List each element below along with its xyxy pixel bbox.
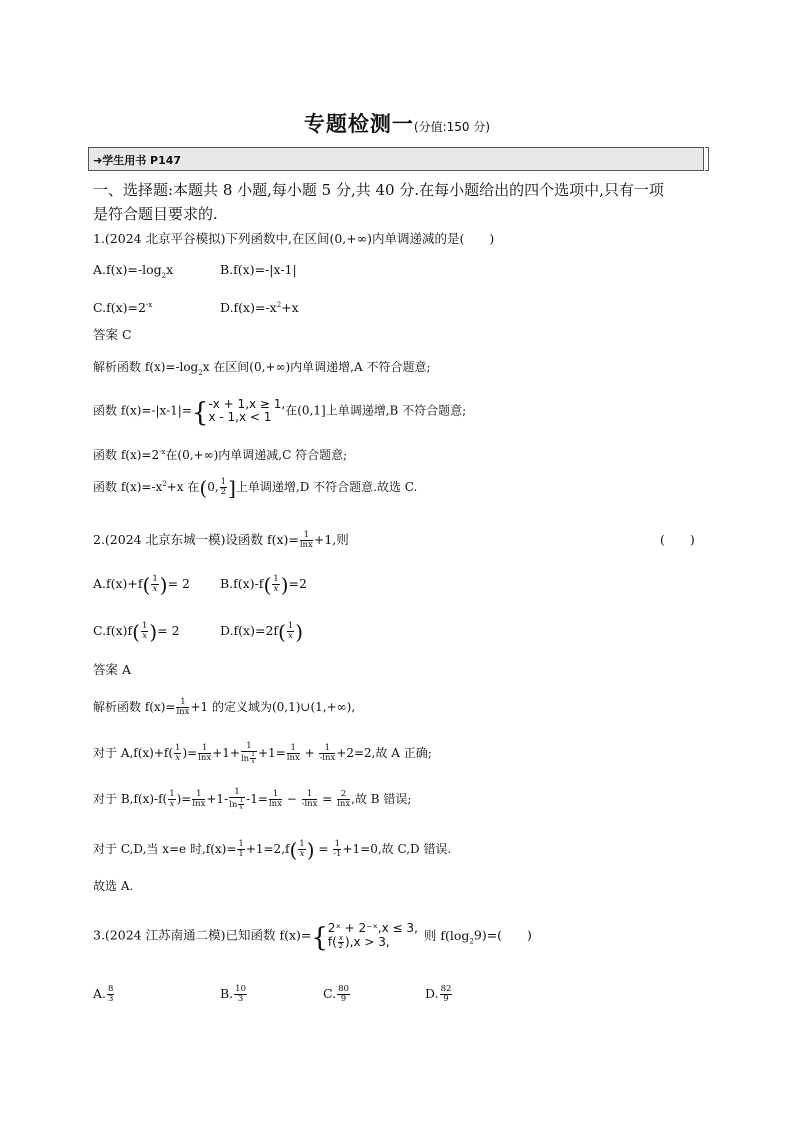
q2-analysis-a: 对于 A,f(x)+f( $\frac{1}{x}$ )= $\frac{1}{\ln x}$ +1+ 1 ln $\frac{1}{x}$ +1= $\frac{1}{\ln x}$ + $\frac{1}{-\ln x}$ +2=2,故 A 正确; [93,741,432,765]
q1-option-c: $C.f(x)=2^{-x}$ [93,300,153,315]
q3-stem: 3.(2024 江苏南通二模)已知函数 f(x)={ 2ˣ + 2⁻ˣ,x ≤ 3, f( $\frac{x}{2}$ ),x > 3, 则 $f(\log_29)=$( ) [93,921,532,953]
q3-option-d: D. $\frac{82}{9}$ [425,984,452,1004]
title-score: (分值:150 分) [413,120,491,134]
q3-option-c: C. $\frac{80}{9}$ [323,984,349,1004]
q2-conclusion: 故选 A. [93,879,134,893]
q2-option-a: A.f(x)+f( $\frac{1}{x}$ )= 2 [93,573,190,597]
section-heading-line2: 是符合题目要求的. [93,205,218,223]
page-title [0,108,794,138]
q3-option-b: B. $\frac{10}{3}$ [220,984,246,1004]
q1-answer: 答案 C [93,327,132,342]
piecewise-cases: -x + 1,x ≥ 1, x - 1,x < 1 [208,397,286,424]
q1-analysis-d: 函数 $f(x)=-x^2+x$ 在(0, $\frac{1}{2}$ ]上单调递增,D 不符合题意.故选 C. [93,476,418,500]
q2-option-c: C.f(x)f( $\frac{1}{x}$ )= 2 [93,620,180,644]
q2-option-d: D.f(x)=2f( $\frac{1}{x}$ ) [220,620,304,644]
q2-analysis-b: 对于 B,f(x)-f( $\frac{1}{x}$ )= $\frac{1}{\ln x}$ +1- 1 ln $\frac{1}{x}$ -1= $\frac{1}{\ln x}$ − $\frac{1}{-\ln x}$ = $\frac{2}{\ln x}$ ,故 B 错误; [93,787,412,811]
q1-option-a: $A.f(x)=-\log_2x$ [93,262,174,280]
q1-stem: 1.(2024 北京平谷模拟)下列函数中,在区间(0,+∞)内单调递减的是( ) [93,231,495,246]
q1-analysis-a: 解析函数 $f(x)=-\log_2x$ 在区间(0,+∞)内单调递增,A 不符合题意; [93,360,431,377]
section-heading-line1: 一、选择题:本题共 8 小题,每小题 5 分,共 40 分.在每小题给出的四个选项中,只有一项 [93,181,664,199]
q2-analysis-cd: 对于 C,D,当 x=e 时,f(x)= $\frac{1}{1}$ +1=2,f( $\frac{1}{x}$ ) = $\frac{1}{-1}$ +1=0,故 C,D 错误. [93,838,452,862]
q2-answer-paren: ( ) [660,532,695,547]
q2-stem: 2.(2024 北京东城一模)设函数 f(x)= $\frac{1}{\ln x}$ +1,则 [93,530,349,550]
q1-option-d: $D.f(x)=-x^2+x$ [220,300,299,315]
q3-piecewise-cases: 2ˣ + 2⁻ˣ,x ≤ 3, f( $\frac{x}{2}$ ),x > 3, [327,921,418,950]
q1-option-b: B.f(x)=-|x-1| [220,262,297,277]
q3-option-a: A. $\frac{8}{3}$ [93,984,114,1004]
q1-analysis-c: 函数 $f(x)=2^{-x}$在(0,+∞)内单调递减,C 符合题意; [93,448,348,462]
title-main: 专题检测一 [303,112,414,136]
q2-answer: 答案 A [93,662,132,677]
book-reference-banner [88,147,704,171]
q1-analysis-b: 函数 f(x)=-|x-1|={ -x + 1,x ≥ 1, x - 1,x < 1 在(0,1]上单调递增,B 不符合题意; [93,397,467,428]
banner-text: ➜学生用书 P147 [93,154,182,167]
q2-analysis-domain: 解析函数 f(x)= $\frac{1}{\ln x}$ +1 的定义域为(0,1)∪(1,+∞), [93,697,356,717]
q2-option-b: B.f(x)-f( $\frac{1}{x}$ )=2 [220,573,307,597]
